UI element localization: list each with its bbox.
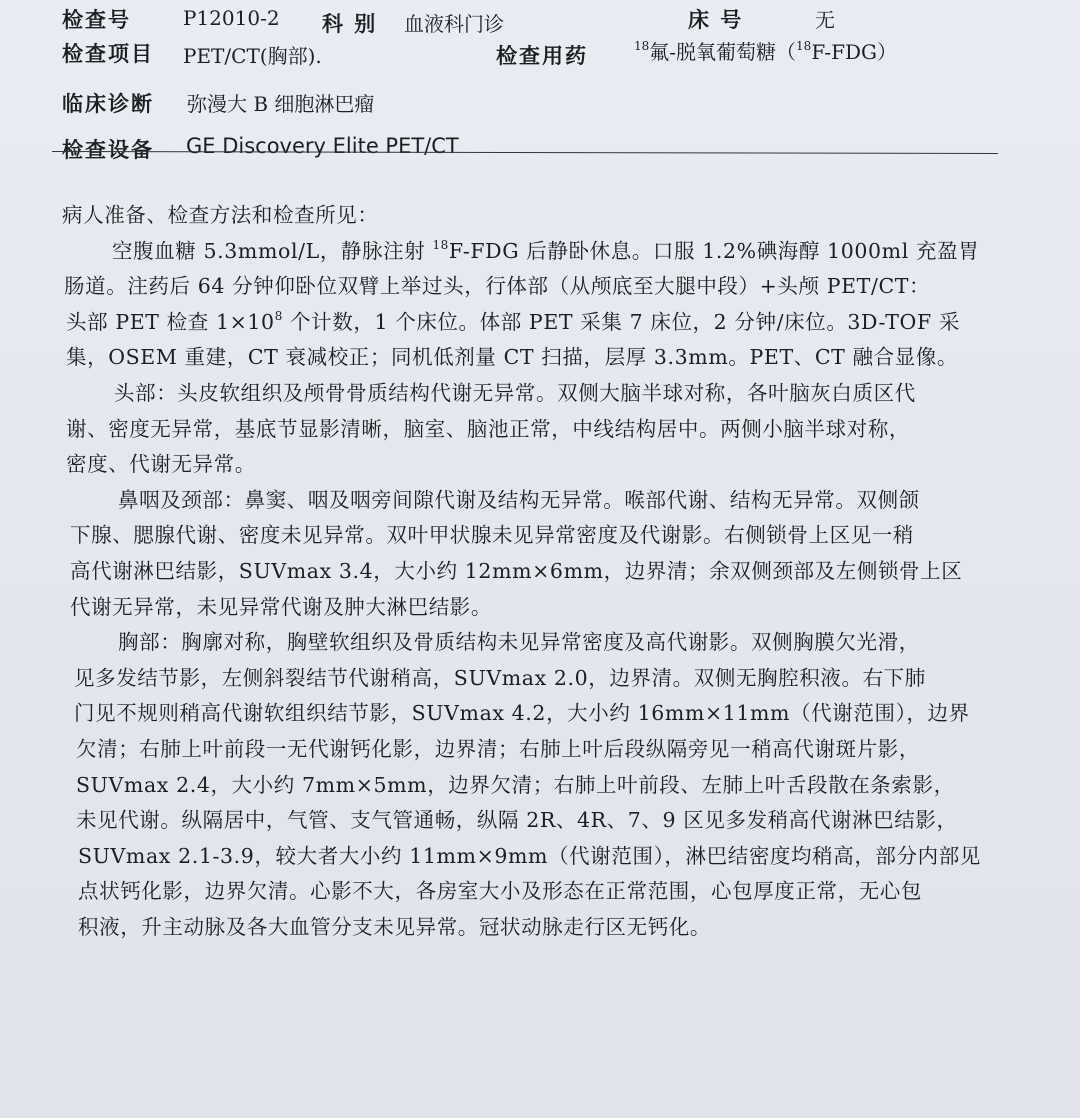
bed-label: 床 号 (688, 8, 744, 32)
section-heading (62, 198, 379, 228)
report-text-line (70, 590, 492, 620)
text-fragment: 鼻咽及颈部：鼻窦、咽及咽旁间隙代谢及结构无异常。喉部代谢、结构无异常。双侧颌 (118, 487, 920, 512)
report-text-line (78, 910, 711, 940)
report-text-line (118, 625, 920, 655)
report-text-line (76, 768, 955, 798)
report-text-line (118, 483, 920, 513)
report-text-line (78, 839, 981, 869)
report-text-line (74, 696, 970, 726)
text-fragment: 下腺、腮腺代谢、密度未见异常。双叶甲状腺未见异常密度及代谢影。右侧锁骨上区见一稍 (70, 523, 914, 548)
report-text-line (70, 518, 914, 548)
text-fragment: 空腹血糖 5.3mmol/L，静脉注射 (112, 238, 433, 263)
report-text-line (66, 340, 958, 370)
text-fragment: 谢、密度无异常，基底节显影清晰，脑室、脑池正常，中线结构居中。两侧小脑半球对称， (66, 416, 910, 441)
dept-value: 血液科门诊 (404, 12, 504, 36)
drug-sup-2: 18 (796, 39, 812, 53)
superscript: 8 (274, 308, 283, 323)
diagnosis-value: 弥漫大 B 细胞淋巴瘤 (187, 92, 375, 116)
exam-item-value: PET/CT(胸部). (183, 44, 322, 68)
text-fragment: 高代谢淋巴结影，SUVmax 3.4，大小约 12mm×6mm，边界清；余双侧颈部及左侧锁骨上区 (70, 559, 963, 583)
text-fragment: 胸部：胸廓对称，胸壁软组织及骨质结构未见异常密度及高代谢影。双侧胸膜欠光滑， (118, 630, 920, 655)
report-text-line (66, 412, 910, 442)
text-fragment: 未见代谢。纵隔居中，气管、支气管通畅，纵隔 2R、4R、7、9 区见多发稍高代谢淋巴结影， (76, 808, 958, 833)
drug-label: 检查用药 (496, 44, 588, 68)
report-text-line (114, 376, 916, 406)
text-fragment: 欠清；右肺上叶前段一无代谢钙化影，边界清；右肺上叶后段纵隔旁见一稍高代谢斑片影， (76, 737, 920, 761)
dept-label: 科 别 (322, 12, 378, 36)
diagnosis-label: 临床诊断 (62, 92, 154, 116)
bed-value: 无 (815, 8, 835, 32)
text-fragment: 个计数，1 个床位。体部 PET 采集 7 床位，2 分钟/床位。3D-TOF 采 (282, 309, 960, 334)
report-text-line (112, 234, 979, 264)
text-fragment: 头部：头皮软组织及颅骨骨质结构代谢无异常。双侧大脑半球对称，各叶脑灰白质区代 (114, 381, 916, 405)
text-fragment: 肠道。注药后 64 分钟仰卧位双臂上举过头，行体部（从颅底至大腿中段）+头颅 PET/CT： (64, 274, 931, 299)
text-fragment: F-FDG 后静卧休息。口服 1.2%碘海醇 1000ml 充盈胃 (448, 238, 980, 263)
text-fragment: 门见不规则稍高代谢软组织结节影，SUVmax 4.2，大小约 16mm×11mm（代谢范围），边界 (74, 701, 970, 726)
report-text-line (76, 732, 920, 762)
text-fragment: 代谢无异常，未见异常代谢及肿大淋巴结影。 (70, 594, 492, 619)
exam-no-label: 检查号 (62, 8, 131, 32)
drug-value-a: 氟-脱氧葡萄糖（ (649, 40, 797, 64)
exam-item-label: 检查项目 (62, 42, 154, 66)
text-fragment: SUVmax 2.1-3.9，较大者大小约 11mm×9mm（代谢范围），淋巴结密度均稍高，部分内部见 (78, 843, 981, 868)
text-fragment: 集，OSEM 重建，CT 衰减校正；同机低剂量 CT 扫描，层厚 3.3mm。PET、CT 融合显像。 (66, 345, 958, 370)
report-text-line (74, 661, 926, 691)
text-fragment: 头部 PET 检查 1×10 (66, 309, 275, 334)
text-fragment: 密度、代谢无异常。 (66, 452, 256, 477)
drug-value-b: F-FDG） (811, 40, 897, 64)
text-fragment: 见多发结节影，左侧斜裂结节代谢稍高，SUVmax 2.0，边界清。双侧无胸腔积液。右下肺 (74, 665, 926, 690)
text-fragment: 积液，升主动脉及各大血管分支未见异常。冠状动脉走行区无钙化。 (78, 915, 711, 939)
report-text-line (64, 269, 930, 299)
device-value: GE Discovery Elite PET/CT (186, 134, 459, 158)
superscript: 18 (432, 237, 449, 252)
text-fragment: SUVmax 2.4，大小约 7mm×5mm，边界欠清；右肺上叶前段、左肺上叶舌段散在条索影， (76, 772, 955, 797)
report-text-line (76, 803, 958, 833)
drug-sup-1: 18 (634, 39, 650, 53)
exam-no-value: P12010-2 (183, 6, 280, 30)
report-text-line (66, 305, 960, 335)
text-fragment: 病人准备、检查方法和检查所见： (62, 203, 379, 227)
text-fragment: 点状钙化影，边界欠清。心影不大，各房室大小及形态在正常范围，心包厚度正常，无心包 (78, 879, 922, 904)
report-text-line (70, 554, 962, 584)
report-text-line (66, 447, 256, 477)
device-label: 检查设备 (62, 138, 154, 162)
report-text-line (78, 874, 922, 904)
